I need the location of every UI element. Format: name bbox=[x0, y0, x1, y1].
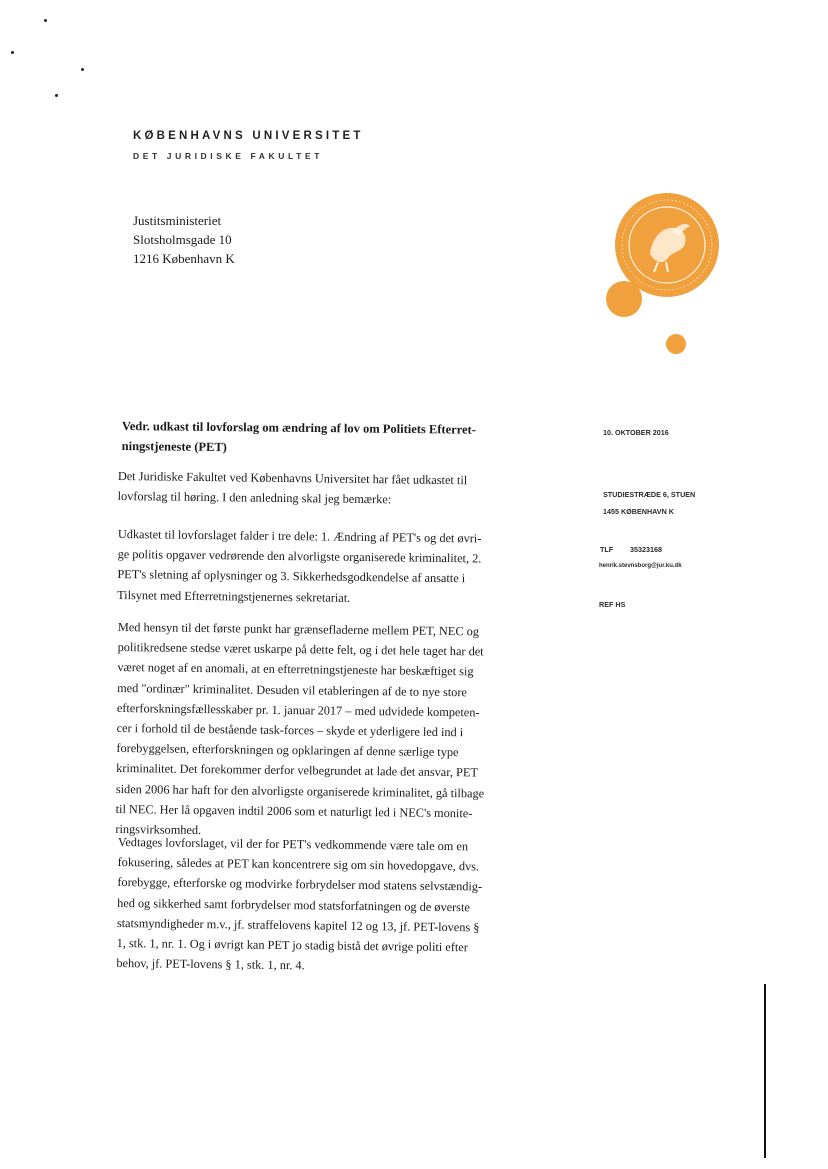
letter-subject bbox=[122, 416, 554, 461]
body-paragraph bbox=[118, 466, 562, 512]
text-line: efterforskningsfællesskaber pr. 1. januar 2017 – med udvidede kompeten- bbox=[116, 700, 480, 720]
reference: REF HS bbox=[599, 600, 626, 609]
text-line: forebyggelsen, efterforskningen og opklaringen af denne særlige type bbox=[116, 741, 459, 760]
text-line: hed og sikkerhed samt forbrydelser mod statsforfatningen og de øverste bbox=[117, 895, 470, 914]
text-line: behov, jf. PET-lovens § 1, stk. 1, nr. 4. bbox=[116, 956, 305, 973]
phone-number: 35323168 bbox=[630, 545, 662, 554]
subject-line: Vedr. udkast til lovforslag om ændring af lov om Politiets Efterret- bbox=[121, 418, 476, 437]
body-paragraph bbox=[115, 617, 562, 845]
text-line: Tilsynet med Efterretningstjenernes sekretariat. bbox=[117, 587, 351, 605]
text-line: fokusering, således at PET kan koncentrere sig om sin hovedopgave, dvs. bbox=[117, 855, 480, 874]
sender-email: henrik.stevnsborg@jur.ku.dk bbox=[599, 563, 682, 569]
text-line: med "ordinær" kriminalitet. Desuden vil etableringen af de to nye store bbox=[117, 680, 468, 699]
text-line: politikredsene stedse været uskarpe på dette felt, og i det hele taget har det bbox=[117, 640, 484, 659]
scan-speck bbox=[55, 94, 58, 97]
recipient-line: 1216 København K bbox=[133, 251, 235, 266]
decorative-circle-small bbox=[666, 334, 686, 354]
text-line: været noget af en anomali, at en efterretningstjeneste har beskæftiget sig bbox=[117, 660, 474, 679]
text-line: Udkastet til lovforslaget falder i tre dele: 1. Ændring af PET's og det øvri- bbox=[117, 526, 482, 546]
body-paragraph bbox=[117, 524, 562, 610]
sender-address-line: STUDIESTRÆDE 6, STUEN bbox=[603, 490, 696, 499]
text-line: lovforslag til høring. I den anledning skal jeg bemærke: bbox=[117, 489, 392, 507]
text-line: statsmyndigheder m.v., jf. straffelovens kapitel 12 og 13, jf. PET-lovens § bbox=[116, 915, 480, 935]
scan-speck bbox=[81, 68, 84, 71]
scan-speck bbox=[44, 19, 47, 22]
scan-edge-line bbox=[764, 984, 766, 1158]
subject-line: ningstjeneste (PET) bbox=[121, 438, 227, 455]
text-line: cer i forhold til de bestående task-forces – skyde et yderligere led ind i bbox=[116, 721, 464, 740]
faculty-name: DET JURIDISKE FAKULTET bbox=[133, 151, 324, 161]
text-line: ge politis opgaver vedrørende den alvorligste organiserede kriminalitet, 2. bbox=[117, 547, 482, 566]
phone-label: TLF bbox=[600, 545, 614, 554]
letter-date: 10. OKTOBER 2016 bbox=[603, 428, 669, 437]
text-line: ringsvirksomhed. bbox=[115, 822, 202, 838]
text-line: siden 2006 har haft for den alvorligste organiserede kriminalitet, gå tilbage bbox=[115, 781, 485, 801]
text-line: 1, stk. 1, nr. 1. Og i øvrigt kan PET jo stadig bistå det øvrige politi efter bbox=[116, 936, 468, 955]
scan-speck bbox=[11, 51, 14, 54]
recipient-line: Slotsholmsgade 10 bbox=[133, 232, 232, 247]
text-line: til NEC. Her lå opgaven indtil 2006 som et naturligt led i NEC's monite- bbox=[115, 801, 473, 821]
decorative-circle-large bbox=[606, 281, 642, 317]
body-paragraph bbox=[116, 832, 562, 979]
text-line: PET's sletning af oplysninger og 3. Sikkerhedsgodkendelse af ansatte i bbox=[117, 567, 466, 586]
text-line: Vedtages lovforslaget, vil der for PET's vedkommende være tale om en bbox=[117, 834, 469, 854]
text-line: Med hensyn til det første punkt har grænsefladerne mellem PET, NEC og bbox=[117, 619, 480, 639]
university-name: KØBENHAVNS UNIVERSITET bbox=[133, 130, 364, 142]
recipient-line: Justitsministeriet bbox=[133, 213, 222, 228]
recipient-address bbox=[133, 211, 235, 268]
text-line: forebygge, efterforske og modvirke forbrydelser mod statens selvstændig- bbox=[117, 875, 483, 894]
sender-address-line: 1455 KØBENHAVN K bbox=[603, 507, 674, 516]
text-line: kriminalitet. Det forekommer derfor velbegrundet at lade det ansvar, PET bbox=[116, 761, 479, 780]
text-line: Det Juridiske Fakultet ved Københavns Universitet har fået udkastet til bbox=[117, 468, 468, 488]
